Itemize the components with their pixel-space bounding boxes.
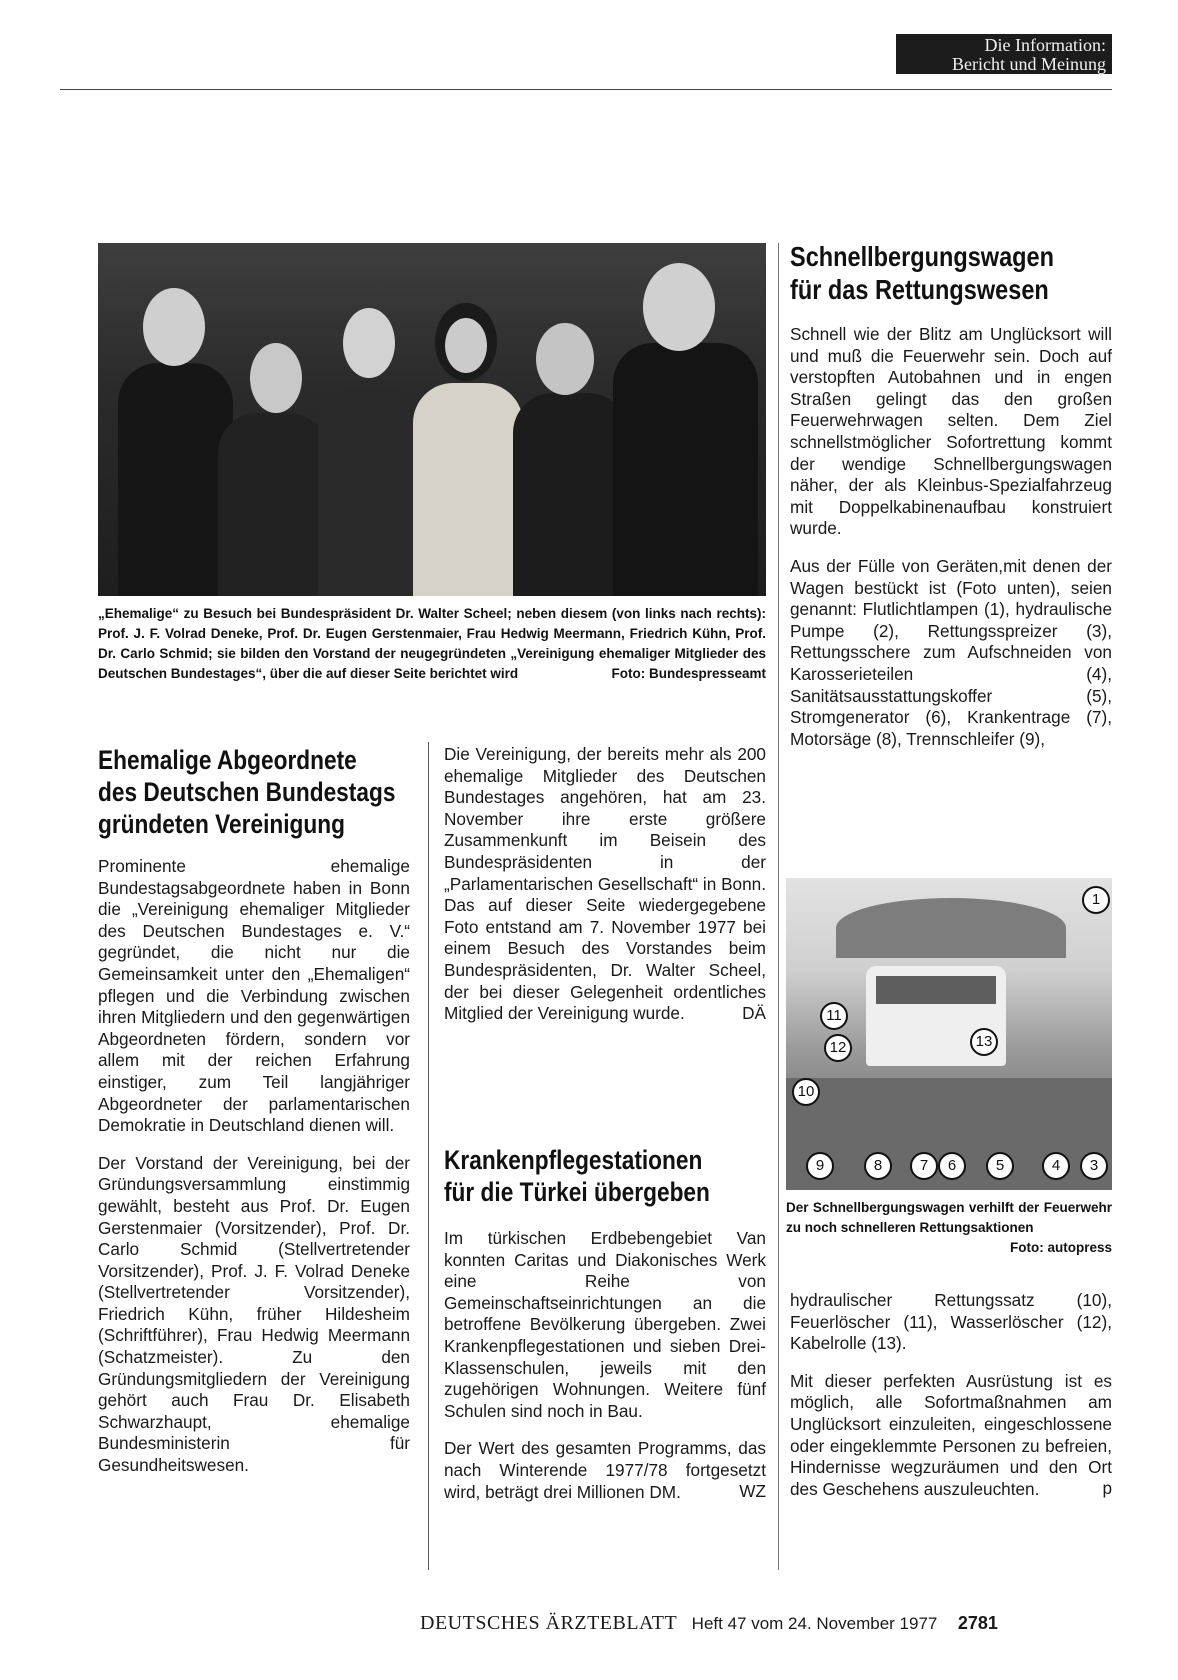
callout-number: 12 [824, 1034, 852, 1062]
article1-headline [98, 744, 452, 840]
callout-number: 5 [986, 1152, 1014, 1180]
page-footer [420, 1612, 1120, 1642]
column-divider [428, 742, 429, 1570]
page-number: 2781 [957, 1613, 998, 1633]
group-photo-caption [98, 604, 766, 684]
article1-paragraph: Der Vorstand der Vereinigung, bei der Gründungsversammlung einstimmig gewählt, besteht aus Prof. Dr. Eugen Gerstenmaier (Vorsitzender), Prof. Dr. Carlo Schmid (Stellvertretender Vorsitzender), Prof. J. F. Volrad Deneke (Stellvertretender Vorsitzender), Friedrich Kühn, früher Hildesheim (Schriftführer), Frau Hedwig Meermann (Schatzmeister). Zu den Gründungsmitgliedern der Vereinigung gehört auch Frau Dr. Elisabeth Schwarzhaupt, ehemalige Bundesministerin für Gesundheitswesen. [98, 1152, 410, 1476]
callout-number: 7 [910, 1152, 938, 1180]
article3-paragraph: Schnell wie der Blitz am Unglücksort will und muß die Feuerwehr sein. Doch auf verstopften Autobahnen und in engen Straßen gelingt das den großen Feuerwehrwagen selten. Dem Ziel schnellstmöglicher Sofortrettung kommt der wendige Schnellbergungswagen näher, der als Kleinbus-Spezialfahrzeug mit Doppelkabinenaufbau konstruiert wurde. [790, 324, 1112, 539]
article1-middle-column [444, 744, 766, 1024]
article1-author: DÄ [742, 1002, 766, 1023]
rescue-vehicle-credit: Foto: autopress [1009, 1240, 1112, 1255]
article1-paragraph: Die Vereinigung, der bereits mehr als 200 ehemalige Mitglieder des Deutschen Bundestages angehören, hat am 23. November ihre erste größere Zusammenkunft im Beisein des Bundespräsidenten in der „Parlamentarischen Gesellschaft“ in Bonn. Das auf dieser Seite wiedergegebene Foto entstand am 7. November 1977 bei einem Besuch des Vorstandes beim Bundespräsidenten, Dr. Walter Scheel, der bei dieser Gelegenheit ordentliches Mitglied der Vereinigung wurde. [444, 744, 766, 1024]
article1-left-column [98, 856, 410, 1493]
article1-headline-line2: des Deutschen Bundestags [98, 777, 396, 807]
rescue-vehicle-caption-text: Der Schnellbergungswagen verhilft der Feuerwehr zu noch schnelleren Rettungsaktionen [786, 1200, 1112, 1235]
group-photo [98, 243, 766, 596]
article3-paragraph: Mit dieser perfekten Ausrüstung ist es möglich, alle Sofortmaßnahmen am Unglücksort einzuleiten, eingeschlossene oder eingeklemmte Personen zu befreien, Hindernisse wegzuräumen und den Ort des Geschehens auszuleuchten. [790, 1370, 1112, 1499]
callout-number: 3 [1080, 1152, 1108, 1180]
header-rule [60, 89, 1112, 90]
article2-paragraph: Im türkischen Erdbebengebiet Van konnten Caritas und Diakonisches Werk eine Reihe von Gemeinschaftseinrichtungen an die betroffene Bevölkerung übergeben. Zwei Krankenpflegestationen und sieben Drei-Klassenschulen, jeweils mit den zugehörigen Wohnungen. Weitere fünf Schulen sind noch in Bau. [444, 1228, 766, 1421]
journal-name: DEUTSCHES ÄRZTEBLATT [420, 1612, 678, 1634]
article3-headline-line2: für das Rettungswesen [790, 274, 1049, 305]
article3-body-top [790, 324, 1112, 766]
article2-body [444, 1228, 766, 1503]
article1-paragraph: Prominente ehemalige Bundestagsabgeordnete haben in Bonn die „Vereinigung ehemaliger Mitglieder des Deutschen Bundestages e. V.“ gegründet, die nicht nur die Gemeinsamkeit unter den „Ehemaligen“ pflegen und die Verbindung zwischen ihren Mitgliedern und den gegenwärtigen Abgeordneten fördern, sondern vor allem mit der reichen Erfahrung einstiger, zum Teil langjähriger Abgeordneter der parlamentarischen Demokratie in Deutschland dienen will. [98, 856, 410, 1136]
article3-paragraph: Aus der Fülle von Geräten,mit denen der Wagen bestückt ist (Foto unten), seien genannt: Flutlichtlampen (1), hydraulische Pumpe (2), Rettungsspreizer (3), Rettungsschere zum Aufschneiden von Karosserieteilen (4), Sanitätsausstattungskoffer (5), Stromgenerator (6), Krankentrage (7), Motorsäge (8), Trennschleifer (9), [790, 555, 1112, 749]
section-tag [896, 34, 1112, 74]
article2-author: WZ [739, 1481, 766, 1502]
rescue-vehicle-photo [786, 878, 1112, 1190]
section-tag-line2: Bericht und Meinung [952, 54, 1106, 74]
article3-author: p [1102, 1478, 1112, 1499]
callout-number: 10 [792, 1078, 820, 1106]
issue-info: Heft 47 vom 24. November 1977 [691, 1614, 938, 1633]
callout-number: 11 [820, 1002, 848, 1030]
group-photo-credit: Foto: Bundespresseamt [611, 666, 766, 681]
callout-number: 4 [1042, 1152, 1070, 1180]
article3-paragraph: hydraulischer Rettungssatz (10), Feuerlöscher (11), Wasserlöscher (12), Kabelrolle (13). [790, 1290, 1112, 1354]
article2-headline-line1: Krankenpflegestationen [444, 1145, 703, 1175]
article3-headline [790, 240, 1104, 306]
article3-headline-line1: Schnellbergungswagen [790, 241, 1054, 272]
group-photo-caption-text: „Ehemalige“ zu Besuch bei Bundespräsident Dr. Walter Scheel; neben diesem (von links nach rechts): Prof. J. F. Volrad Deneke, Prof. Dr. Eugen Gerstenmaier, Frau Hedwig Meermann, Friedrich Kühn, Prof. Dr. Carlo Schmid; sie bilden den Vorstand der neugegründeten „Vereinigung ehemaliger Mitglieder des Deutschen Bundestages“, über die auf dieser Seite berichtet wird [98, 606, 766, 681]
section-tag-line1: Die Information: [984, 35, 1106, 55]
article1-headline-line1: Ehemalige Abgeordnete [98, 745, 357, 775]
callout-number: 9 [806, 1152, 834, 1180]
article2-paragraph: Der Wert des gesamten Programms, das nach Winterende 1977/78 fortgesetzt wird, beträgt drei Millionen DM. [444, 1438, 766, 1502]
article1-headline-line3: gründeten Vereinigung [98, 809, 345, 839]
column-divider [778, 243, 779, 1570]
article2-headline-line2: für die Türkei übergeben [444, 1177, 710, 1207]
callout-number: 1 [1082, 886, 1110, 914]
article3-body-bottom [790, 1290, 1112, 1500]
callout-number: 6 [938, 1152, 966, 1180]
rescue-vehicle-caption [786, 1198, 1112, 1258]
callout-number: 13 [970, 1028, 998, 1056]
article2-headline [444, 1144, 761, 1208]
callout-number: 8 [864, 1152, 892, 1180]
